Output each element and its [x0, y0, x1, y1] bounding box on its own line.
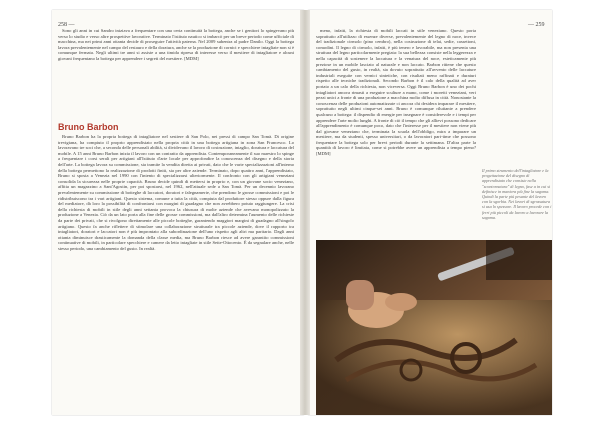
hands-carving-wood-illustration	[316, 240, 552, 415]
left-body-paragraph: Bruno Barbon ha la propria bottega di intagliatore nel sestiere di San Polo, nei pressi di campo San Tomà. Di origine trevigiana, ha compiuto il proprio apprendistato nella propria città in una bottega artigiana in zona San Francesco. Lo lavoravano tre soci che, a seconda delle personali abilità, si dividevano il lavoro di costruzione, intaglio, doratura e laccatura del mobile. A 15 anni Bruno Barbon inizia il lavoro con un contratto da apprendista. Contemporaneamente il suo maestro lo spinge a frequentare i corsi serali per artigiani all'Istituto d'arte locale per approfondire la conoscenza del disegno e della storia dell'arte. La bottega lavora su commissione, sia tramite la vendita diretta ai privati, dato che le varie specializzazioni all'interno della bottega permettono la realizzazione di prodotti finiti, sia per altre aziende. Terminato, dopo quattro anni, l'apprendistato, Bruno si sposta a Venezia nel 1990 con l'intento di specializzarsi ulteriormente. Il confronto con gli artigiani veneziani consolida la sicurezza nelle proprie capacità. Bruno decide quindi di mettersi in proprio e, con un giovane socio veneziano, affitta un magazzino a Sant'Agostin, per poi spostarsi, nel 1962, nell'attuale sede a San Tomà. Per un decennio lavorano prevalentemente su commissione di botteghe di laccatori, doratori e falegnamerie, che prendono le grosse commissioni e poi le ridistribuiscono tra i vari artigiani. Questo sistema, comune a tutta la città, compiuta dal produttore stesso oppure dalla figura del mediatore, dà loro la possibilità di confrontarsi con margini di guadagno che non avrebbero potuto raggiungere. La crisi della richiesta di mobili in stile degli anni settanta provoca la chiusura di molte aziende che avevano monopolizzato la produzione a Venezia. Ciò da un lato porta alla fine delle grosse commissioni, ma dall'altro determina l'aumento delle richieste da parte dei privati, che si rivolgono direttamente alle piccole botteghe, garantendo maggiori margini di guadagno all'singolo artigiano. Questo fa anche riflettere di stimolare una collaborazione strutturale tra piccole aziende, dove il rapporto tra intagliatori, doratori e laccatori non è più improntato alla subordinazione dell'uno rispetto agli altri ma paritario. Dagli anni ottanta diminuisce drasticamente la domanda della classe media, ma Bruno Barbon riesce ad avere garantito commissioni continuative di mobili, in particolare specchiere e camere da letto intagliate in stile Sette-Ottocento. È da segnalare anche, nelle stesso periodo, una cambiamento del gusto. In realtà.	[58, 134, 294, 251]
left-intro-paragraph: Sono gli anni in cui Sandro iniziava a frequentare con una certa continuità la bottega, anche se i genitori lo spingevano più verso lo studio e verso altre prospettive lavorative. Terminato l'istituto nautico si imbarcò per un breve periodo come ufficiale di macchina, ma nei primi anni ottanta decide di proseguire l'attività paterna. Nel 2009 subentra al padre Danilo. Oggi la bottega lavora prevalentemente nel campo del restauro e della doratura, anche se la produzione di cornici e specchiere intagliate non si è comunque fermata. Negli ultimi tre anni si assiste a una timida ripresa di interesse verso il mestiere di intagliatore e alcuni giovani frequentano la bottega per apprendere i segreti del mestiere. [MDM]	[58, 28, 294, 61]
left-body-text	[58, 134, 294, 253]
photo-caption: Il primo strumento dell'intagliatore e la progettazione del disegno di apprendistato che consiste nella "scontornatura" di legno, fase a in cui si definisce in maniera più fine la sagoma. Quindi la parte più pesante del lavoro con la sgorbia. Nei lavori di sgrossatura si usa lo spessore. Il lavoro procede con i ferri più piccoli da lavoro a lavorare la sagoma.	[482, 168, 552, 220]
right-page-number: — 259	[528, 22, 545, 28]
left-page-number: 258 —	[58, 22, 75, 28]
section-heading: Bruno Barbon	[58, 122, 119, 132]
book-gutter	[300, 10, 310, 415]
carving-photo	[316, 240, 552, 415]
right-body-paragraph: meno, infatti, la richiesta di mobili laccati in stile veneziano. Questo porta soprattutto all'utilizzo di essenze diverse, prevalentemente del legno di noce, invece del tradizionale cirmolo (pino cembro), nella costruzione di telai, sedie, cassettoni, comodini. Il legno di cirmolo, infatti, è più tenero e lavorabile, ma non presenta una struttura del legno particolarmente pregiata: la sua bellezza consiste nella leggerezza e nella capacità di sostenere la laccatura e la venatura del noce, esteticamente più preziose in un mobile lasciato al naturale e non laccato. Barbon ritiene che questo cambiamento del gusto, in realtà, sia dovuto soprattutto all'avvento delle laccature industriali eseguite con vernici sintetiche, con risultati meno raffinati e duraturi rispetto alle tecniche tradizionali. Secondo Barbon è il calo della qualità ad aver portato a un calo della richiesta, non viceversa. Oggi Bruno Barbon è uno dei pochi intagliatori ancora rimasti a eseguire sculture a mano, come i moretti veneziani, veri pezzi unici a fronte di una produzione a macchina molto diffusa in città. Nonostante la conoscenza delle produzioni automatizzate ci ancora chi desidera imparare il mestiere, soprattutto negli ultimi cinque-sei anni. Bruno è comunque riluttante a prendere qualcuno a bottega: il dispendio di energie per insegnare è considerevole e i tempi per apprendere l'arte molto lunghi. A fronte di ciò il tempo che gli allievi possono dedicare all'apprendimento è comunque poco, dato che l'interesse per il mestiere non viene più dal giovane veneziano che, terminata la scuola dell'obbligo, mira a imparare un mestiere, ma da studenti, spesso universitari, o da lavoratori part-time che possono frequentare la bottega solo per brevi periodi durante la settimana. D'altra parte la quantità di lavoro è limitata, come si potrebbe avere un apprendista a tempo pieno? [MDM]	[316, 28, 476, 157]
right-body-text	[316, 28, 476, 159]
left-intro-text	[58, 28, 294, 64]
